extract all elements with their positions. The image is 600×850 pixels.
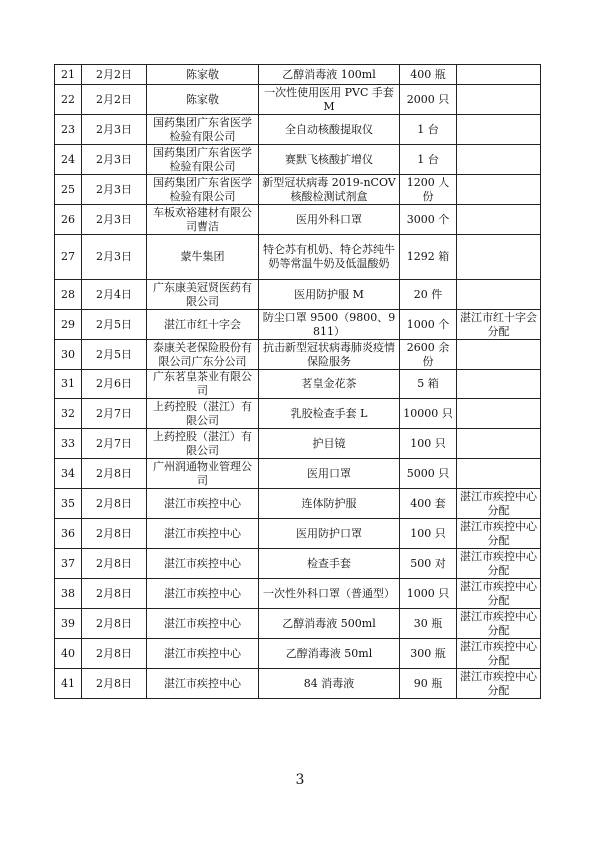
table-row <box>55 489 541 519</box>
cell-number: 22 <box>55 85 82 115</box>
cell-quantity: 1000 只 <box>400 579 457 609</box>
cell-donor: 湛江市疾控中心 <box>147 549 259 579</box>
table-row <box>55 65 541 85</box>
cell-date: 2月8日 <box>82 459 147 489</box>
cell-item: 抗击新型冠状病毒肺炎疫情保险服务 <box>259 340 400 370</box>
cell-item: 赛默飞核酸扩增仪 <box>259 145 400 175</box>
cell-number: 40 <box>55 639 82 669</box>
table-row <box>55 399 541 429</box>
table-row <box>55 205 541 235</box>
cell-item: 一次性外科口罩（普通型） <box>259 579 400 609</box>
cell-quantity: 20 件 <box>400 280 457 310</box>
cell-item: 医用防护口罩 <box>259 519 400 549</box>
cell-number: 25 <box>55 175 82 205</box>
cell-date: 2月4日 <box>82 280 147 310</box>
cell-note: 湛江市红十字会分配 <box>457 310 541 340</box>
cell-donor: 湛江市疾控中心 <box>147 489 259 519</box>
cell-donor: 湛江市疾控中心 <box>147 639 259 669</box>
table-row <box>55 549 541 579</box>
cell-date: 2月5日 <box>82 340 147 370</box>
cell-number: 21 <box>55 65 82 85</box>
cell-number: 24 <box>55 145 82 175</box>
cell-note: 湛江市疾控中心分配 <box>457 609 541 639</box>
cell-quantity: 2000 只 <box>400 85 457 115</box>
cell-item: 乙醇消毒液 500ml <box>259 609 400 639</box>
cell-note <box>457 65 541 85</box>
cell-note <box>457 175 541 205</box>
cell-date: 2月8日 <box>82 519 147 549</box>
cell-donor: 上药控股（湛江）有限公司 <box>147 399 259 429</box>
cell-quantity: 400 瓶 <box>400 65 457 85</box>
cell-number: 27 <box>55 235 82 280</box>
cell-number: 28 <box>55 280 82 310</box>
cell-number: 37 <box>55 549 82 579</box>
cell-donor: 湛江市红十字会 <box>147 310 259 340</box>
table-row <box>55 669 541 699</box>
cell-item: 新型冠状病毒 2019-nCOV 核酸检测试剂盒 <box>259 175 400 205</box>
cell-quantity: 5 箱 <box>400 370 457 399</box>
cell-date: 2月5日 <box>82 310 147 340</box>
table-row <box>55 519 541 549</box>
cell-item: 医用外科口罩 <box>259 205 400 235</box>
cell-number: 32 <box>55 399 82 429</box>
cell-date: 2月2日 <box>82 65 147 85</box>
cell-number: 33 <box>55 429 82 459</box>
cell-note <box>457 145 541 175</box>
cell-item: 检查手套 <box>259 549 400 579</box>
cell-note <box>457 85 541 115</box>
cell-item: 防尘口罩 9500（9800、9811） <box>259 310 400 340</box>
cell-date: 2月8日 <box>82 579 147 609</box>
cell-number: 34 <box>55 459 82 489</box>
donation-table <box>54 64 541 699</box>
cell-number: 30 <box>55 340 82 370</box>
cell-number: 36 <box>55 519 82 549</box>
cell-note: 湛江市疾控中心分配 <box>457 579 541 609</box>
cell-donor: 湛江市疾控中心 <box>147 579 259 609</box>
cell-donor: 陈家敬 <box>147 85 259 115</box>
cell-donor: 湛江市疾控中心 <box>147 519 259 549</box>
cell-donor: 国药集团广东省医学检验有限公司 <box>147 175 259 205</box>
cell-number: 31 <box>55 370 82 399</box>
cell-date: 2月8日 <box>82 639 147 669</box>
cell-date: 2月3日 <box>82 175 147 205</box>
cell-quantity: 1000 个 <box>400 310 457 340</box>
cell-date: 2月7日 <box>82 429 147 459</box>
cell-note <box>457 459 541 489</box>
cell-note: 湛江市疾控中心分配 <box>457 549 541 579</box>
cell-note <box>457 399 541 429</box>
cell-donor: 陈家敬 <box>147 65 259 85</box>
cell-quantity: 10000 只 <box>400 399 457 429</box>
cell-date: 2月7日 <box>82 399 147 429</box>
cell-item: 全自动核酸提取仪 <box>259 115 400 145</box>
cell-quantity: 30 瓶 <box>400 609 457 639</box>
cell-date: 2月6日 <box>82 370 147 399</box>
cell-donor: 广东茗皇茶业有限公司 <box>147 370 259 399</box>
cell-item: 特仑苏有机奶、特仑苏纯牛奶等常温牛奶及低温酸奶 <box>259 235 400 280</box>
cell-date: 2月3日 <box>82 115 147 145</box>
cell-item: 乙醇消毒液 50ml <box>259 639 400 669</box>
cell-date: 2月8日 <box>82 549 147 579</box>
cell-note <box>457 429 541 459</box>
cell-note <box>457 115 541 145</box>
cell-note: 湛江市疾控中心分配 <box>457 519 541 549</box>
cell-donor: 国药集团广东省医学检验有限公司 <box>147 115 259 145</box>
cell-item: 一次性使用医用 PVC 手套 M <box>259 85 400 115</box>
cell-date: 2月2日 <box>82 85 147 115</box>
cell-number: 26 <box>55 205 82 235</box>
table-row <box>55 280 541 310</box>
table-row <box>55 579 541 609</box>
table-row <box>55 175 541 205</box>
cell-number: 38 <box>55 579 82 609</box>
cell-number: 35 <box>55 489 82 519</box>
cell-date: 2月3日 <box>82 205 147 235</box>
table-row <box>55 115 541 145</box>
cell-quantity: 500 对 <box>400 549 457 579</box>
table-row <box>55 235 541 280</box>
cell-donor: 湛江市疾控中心 <box>147 669 259 699</box>
cell-donor: 国药集团广东省医学检验有限公司 <box>147 145 259 175</box>
cell-note <box>457 205 541 235</box>
cell-date: 2月8日 <box>82 669 147 699</box>
cell-quantity: 1 台 <box>400 145 457 175</box>
table-row <box>55 639 541 669</box>
cell-quantity: 400 套 <box>400 489 457 519</box>
cell-donor: 蒙牛集团 <box>147 235 259 280</box>
cell-donor: 泰康关老保险股份有限公司广东分公司 <box>147 340 259 370</box>
cell-quantity: 100 只 <box>400 519 457 549</box>
cell-date: 2月8日 <box>82 489 147 519</box>
cell-note <box>457 340 541 370</box>
cell-note <box>457 235 541 280</box>
cell-item: 医用口罩 <box>259 459 400 489</box>
cell-date: 2月3日 <box>82 235 147 280</box>
table-row <box>55 340 541 370</box>
cell-donor: 车板欢裕建材有限公司曹洁 <box>147 205 259 235</box>
cell-note: 湛江市疾控中心分配 <box>457 669 541 699</box>
cell-quantity: 2600 余份 <box>400 340 457 370</box>
cell-number: 41 <box>55 669 82 699</box>
cell-item: 乳胶检查手套 L <box>259 399 400 429</box>
cell-item: 护目镜 <box>259 429 400 459</box>
cell-quantity: 1 台 <box>400 115 457 145</box>
cell-quantity: 3000 个 <box>400 205 457 235</box>
table-row <box>55 609 541 639</box>
cell-quantity: 100 只 <box>400 429 457 459</box>
cell-item: 医用防护服 M <box>259 280 400 310</box>
cell-quantity: 300 瓶 <box>400 639 457 669</box>
cell-number: 29 <box>55 310 82 340</box>
table-row <box>55 310 541 340</box>
cell-donor: 上药控股（湛江）有限公司 <box>147 429 259 459</box>
cell-item: 84 消毒液 <box>259 669 400 699</box>
cell-note: 湛江市疾控中心分配 <box>457 639 541 669</box>
cell-quantity: 5000 只 <box>400 459 457 489</box>
cell-item: 连体防护服 <box>259 489 400 519</box>
cell-item: 乙醇消毒液 100ml <box>259 65 400 85</box>
page-number: 3 <box>295 772 305 788</box>
cell-donor: 广东康美冠贤医药有限公司 <box>147 280 259 310</box>
cell-date: 2月8日 <box>82 609 147 639</box>
table-row <box>55 429 541 459</box>
cell-donor: 湛江市疾控中心 <box>147 609 259 639</box>
cell-note <box>457 370 541 399</box>
cell-item: 茗皇金花茶 <box>259 370 400 399</box>
cell-number: 23 <box>55 115 82 145</box>
cell-date: 2月3日 <box>82 145 147 175</box>
cell-quantity: 90 瓶 <box>400 669 457 699</box>
table-row <box>55 145 541 175</box>
cell-donor: 广州润通物业管理公司 <box>147 459 259 489</box>
table-row <box>55 370 541 399</box>
table-row <box>55 459 541 489</box>
cell-note: 湛江市疾控中心分配 <box>457 489 541 519</box>
cell-number: 39 <box>55 609 82 639</box>
table-row <box>55 85 541 115</box>
cell-quantity: 1200 人份 <box>400 175 457 205</box>
cell-note <box>457 280 541 310</box>
cell-quantity: 1292 箱 <box>400 235 457 280</box>
